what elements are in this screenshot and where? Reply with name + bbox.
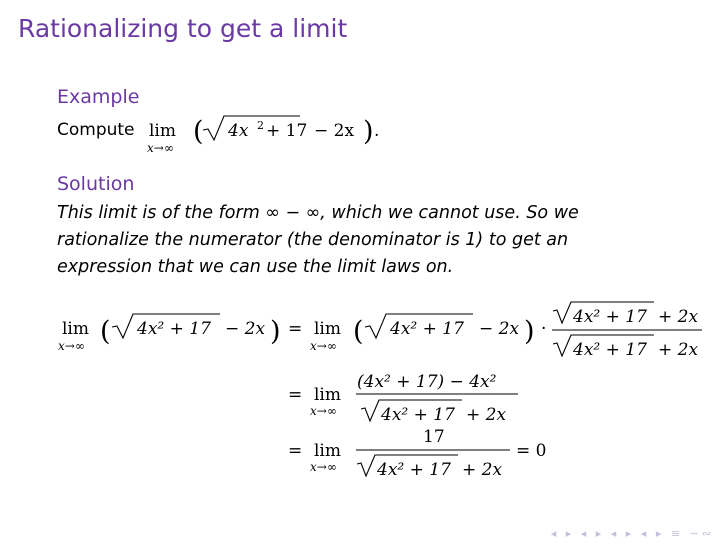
beamer-navigation-icons[interactable]: ◂ ▸ ◂ ▸ ◂ ▸ ◂ ▸ ≡ ∽∾ bbox=[550, 527, 714, 540]
svg-text:(: ( bbox=[100, 316, 111, 347]
svg-text:+ 17: + 17 bbox=[266, 121, 308, 141]
svg-text:= 0: = 0 bbox=[516, 441, 547, 461]
svg-text:4x² + 17: 4x² + 17 bbox=[377, 460, 451, 480]
svg-text:4x² + 17: 4x² + 17 bbox=[573, 307, 647, 327]
svg-text:− 2x: − 2x bbox=[314, 121, 355, 141]
solution-line: This limit is of the form ∞ − ∞, which we cannot use. So we bbox=[57, 203, 579, 223]
svg-text:lim: lim bbox=[314, 385, 341, 405]
svg-text:(: ( bbox=[353, 316, 364, 347]
svg-text:(4x² + 17) − 4x²: (4x² + 17) − 4x² bbox=[357, 372, 497, 392]
example-heading: Example bbox=[57, 86, 140, 108]
svg-text:x→∞: x→∞ bbox=[310, 339, 337, 353]
svg-text:4x² + 17: 4x² + 17 bbox=[390, 319, 464, 339]
svg-text:x→∞: x→∞ bbox=[310, 460, 337, 474]
solution-line: expression that we can use the limit laws on. bbox=[57, 257, 454, 277]
svg-text:4x² + 17: 4x² + 17 bbox=[573, 340, 647, 360]
svg-text:): ) bbox=[524, 316, 535, 347]
svg-text:− 2x: − 2x bbox=[225, 319, 266, 339]
svg-text:x→∞: x→∞ bbox=[147, 141, 174, 155]
solution-heading: Solution bbox=[57, 173, 135, 195]
left-paren: ( bbox=[193, 116, 204, 147]
slide-title: Rationalizing to get a limit bbox=[18, 14, 348, 43]
svg-text:.: . bbox=[374, 121, 380, 141]
svg-text:4x² + 17: 4x² + 17 bbox=[381, 405, 455, 425]
svg-text:+ 2x: + 2x bbox=[462, 460, 503, 480]
svg-text:x→∞: x→∞ bbox=[310, 404, 337, 418]
right-paren: ) bbox=[363, 116, 374, 147]
svg-text:+ 2x: + 2x bbox=[658, 340, 699, 360]
svg-text:=: = bbox=[288, 319, 303, 339]
svg-text:=: = bbox=[288, 385, 303, 405]
svg-text:=: = bbox=[288, 441, 303, 461]
svg-text:+ 2x: + 2x bbox=[658, 307, 699, 327]
svg-text:lim: lim bbox=[314, 319, 341, 339]
svg-text:lim: lim bbox=[149, 121, 176, 141]
equation-line-3 bbox=[288, 427, 546, 480]
svg-text:·: · bbox=[541, 319, 547, 339]
equation-line-1 bbox=[58, 302, 702, 360]
example-limit bbox=[147, 116, 379, 155]
svg-text:): ) bbox=[270, 316, 281, 347]
svg-text:4x² + 17: 4x² + 17 bbox=[137, 319, 211, 339]
svg-text:4x: 4x bbox=[228, 121, 249, 141]
svg-text:17: 17 bbox=[423, 427, 445, 447]
equation-line-2 bbox=[288, 372, 518, 425]
svg-text:lim: lim bbox=[62, 319, 89, 339]
svg-text:x→∞: x→∞ bbox=[58, 339, 85, 353]
svg-text:+ 2x: + 2x bbox=[466, 405, 507, 425]
compute-word: Compute bbox=[57, 120, 135, 140]
solution-line: rationalize the numerator (the denominator is 1) to get an bbox=[57, 230, 569, 250]
svg-text:lim: lim bbox=[314, 441, 341, 461]
svg-text:− 2x: − 2x bbox=[479, 319, 520, 339]
svg-text:2: 2 bbox=[257, 119, 264, 132]
